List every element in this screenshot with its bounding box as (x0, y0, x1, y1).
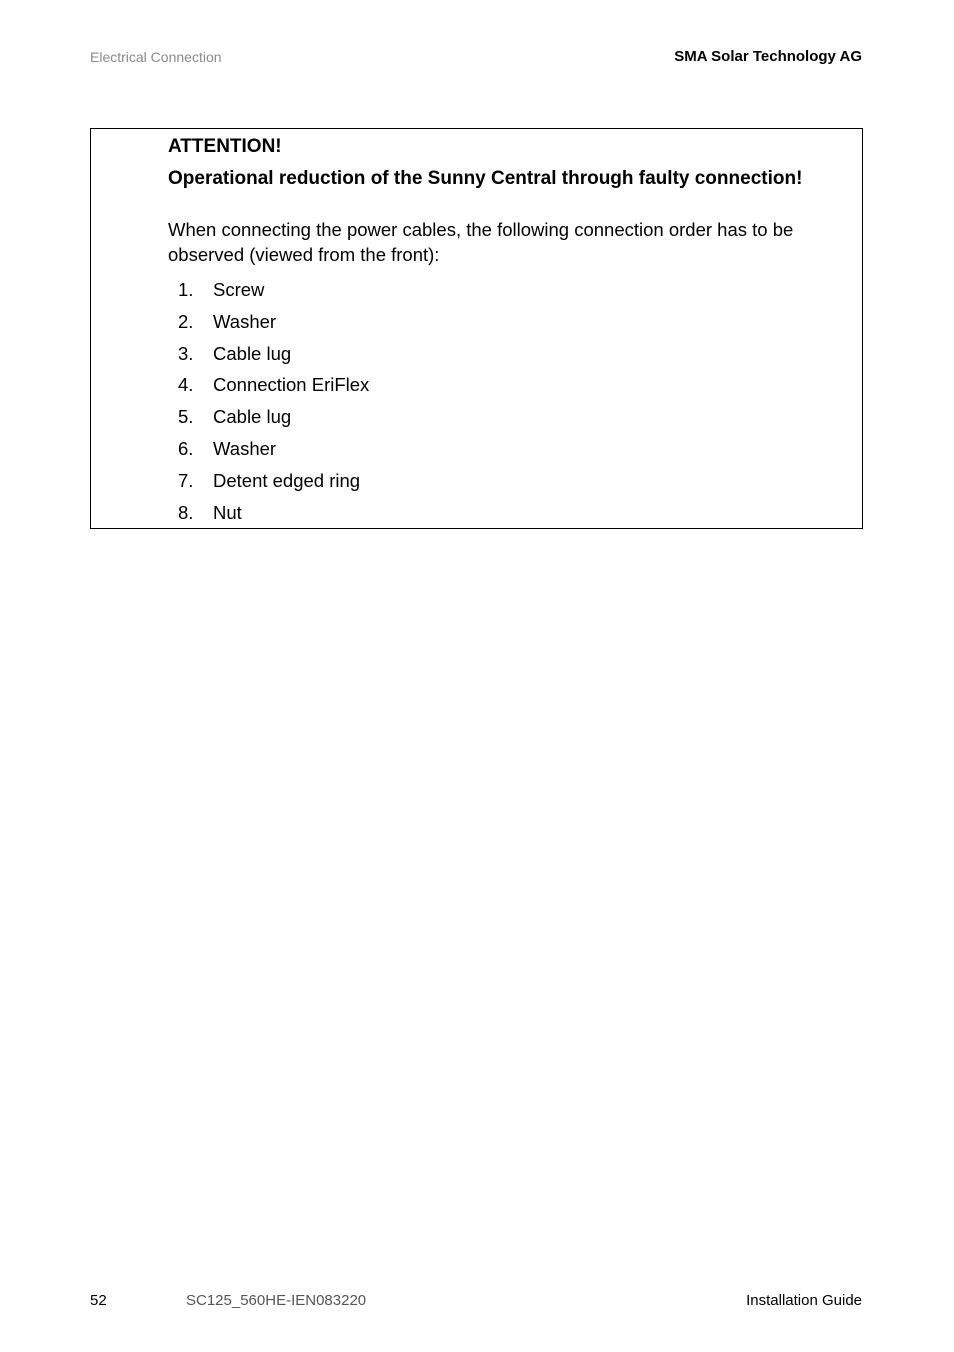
list-item (168, 369, 858, 401)
list-item-text: Cable lug (213, 342, 292, 364)
footer-doc-type: Installation Guide (746, 1292, 862, 1309)
list-item (168, 497, 858, 529)
list-item-text: Connection EriFlex (213, 374, 370, 396)
list-item-text: Detent edged ring (213, 469, 361, 491)
list-item (168, 401, 858, 433)
list-item-number: 3. (178, 342, 194, 364)
list-item (168, 274, 858, 306)
list-item-text: Washer (213, 437, 277, 459)
list-item (168, 306, 858, 338)
header-section-title: Electrical Connection (90, 49, 222, 65)
footer-doc-code: SC125_560HE-IEN083220 (186, 1292, 367, 1309)
list-item-text: Nut (213, 501, 242, 523)
notice-title: Operational reduction of the Sunny Central through faulty connection! (168, 168, 803, 189)
list-item (168, 465, 858, 497)
connection-order-list (168, 274, 858, 528)
list-item-number: 2. (178, 310, 194, 332)
notice-body: When connecting the power cables, the following connection order has to be observed (viewed from the front): (168, 219, 794, 265)
footer-page-number: 52 (90, 1292, 107, 1309)
list-item-number: 1. (178, 279, 194, 300)
list-item-number: 5. (178, 406, 194, 428)
attention-notice-box (90, 128, 863, 529)
notice-label: ATTENTION! (168, 136, 282, 157)
list-item-text: Screw (213, 279, 265, 300)
header-company: SMA Solar Technology AG (674, 48, 862, 65)
list-item-number: 7. (178, 469, 194, 491)
list-item-number: 8. (178, 501, 194, 523)
list-item-text: Cable lug (213, 406, 292, 428)
list-item (168, 338, 858, 370)
list-item-number: 4. (178, 374, 194, 396)
list-item-text: Washer (213, 310, 277, 332)
notice-content (168, 136, 858, 528)
list-item (168, 433, 858, 465)
list-item-number: 6. (178, 437, 194, 459)
